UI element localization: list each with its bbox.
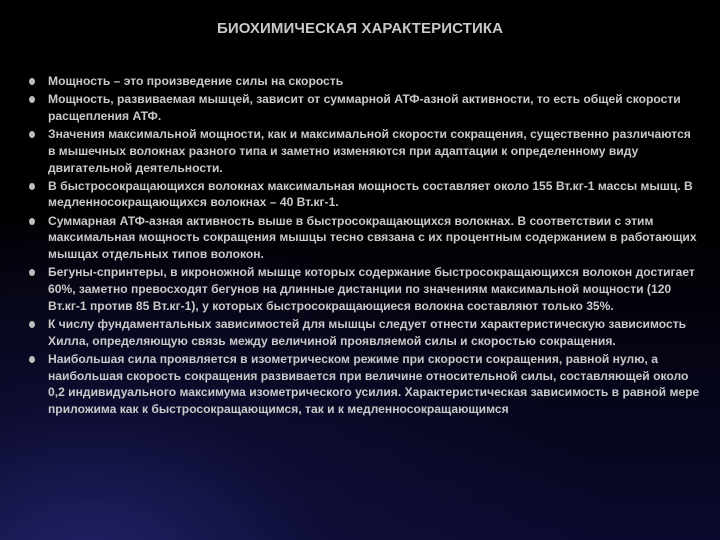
bullet-text: Суммарная АТФ-азная активность выше в быстросокращающихся волокнах. В соответствии с этим максимальная мощность сокращения мышцы тесно связана с их процентным содержанием в работающих мышцах отдельных типов волокон.	[48, 213, 697, 262]
bullet-text: Значения максимальной мощности, как и максимальной скорости сокращения, существенно различаются в мышечных волокнах разного типа и заметно изменяются при адаптации к определенному виду двигательной деятельности.	[48, 126, 691, 175]
list-item	[28, 73, 700, 90]
bullet-text: К числу фундаментальных зависимостей для мышцы следует отнести характеристическую зависимость Хилла, определяющую связь между величиной проявляемой силы и скоростью сокращения.	[48, 316, 687, 348]
bullet-dot-icon	[29, 96, 35, 103]
bullet-dot-icon	[29, 269, 35, 276]
bullet-text: В быстросокращающихся волокнах максимальная мощность составляет около 155 Вт.кг-1 массы мышц. В медленносокращающихся волокнах – 40 Вт.кг-1.	[48, 178, 693, 210]
bullet-dot-icon	[29, 131, 35, 138]
list-item	[28, 351, 700, 418]
bullet-dot-icon	[29, 356, 35, 363]
bullet-list	[28, 73, 700, 419]
bullet-text: Наибольшая сила проявляется в изометрическом режиме при скорости сокращения, равной нулю, а наибольшая скорость сокращения развивается при величине относительной силы, составляющей около 0,2 индивидуального максимума изометрического усилия. Характеристическая зависимость в равной мере приложима как к быстросокращающимся, так и к медленносокращающимся	[48, 351, 700, 417]
slide-title: БИОХИМИЧЕСКАЯ ХАРАКТЕРИСТИКА	[216, 20, 504, 37]
bullet-dot-icon	[29, 78, 35, 85]
bullet-text: Мощность – это произведение силы на скорость	[48, 74, 344, 88]
bullet-text: Бегуны-спринтеры, в икроножной мышце которых содержание быстросокращающихся волокон достигает 60%, заметно превосходят бегунов на длинные дистанции по значениям максимальной мощности (120 Вт.кг-1 против 85 Вт.кг-1), у которых быстросокращающиеся волокна составляют только 35%.	[48, 265, 695, 313]
bullet-dot-icon	[29, 321, 35, 328]
list-item	[28, 264, 700, 314]
list-item	[28, 126, 700, 176]
list-item	[28, 213, 700, 263]
bullet-text: Мощность, развиваемая мышцей, зависит от суммарной АТФ-азной активности, то есть общей скорости расщепления АТФ.	[48, 92, 681, 123]
list-item	[28, 91, 700, 125]
list-item	[28, 178, 700, 212]
bullet-dot-icon	[29, 218, 35, 225]
list-item	[28, 316, 700, 350]
bullet-dot-icon	[29, 183, 35, 190]
